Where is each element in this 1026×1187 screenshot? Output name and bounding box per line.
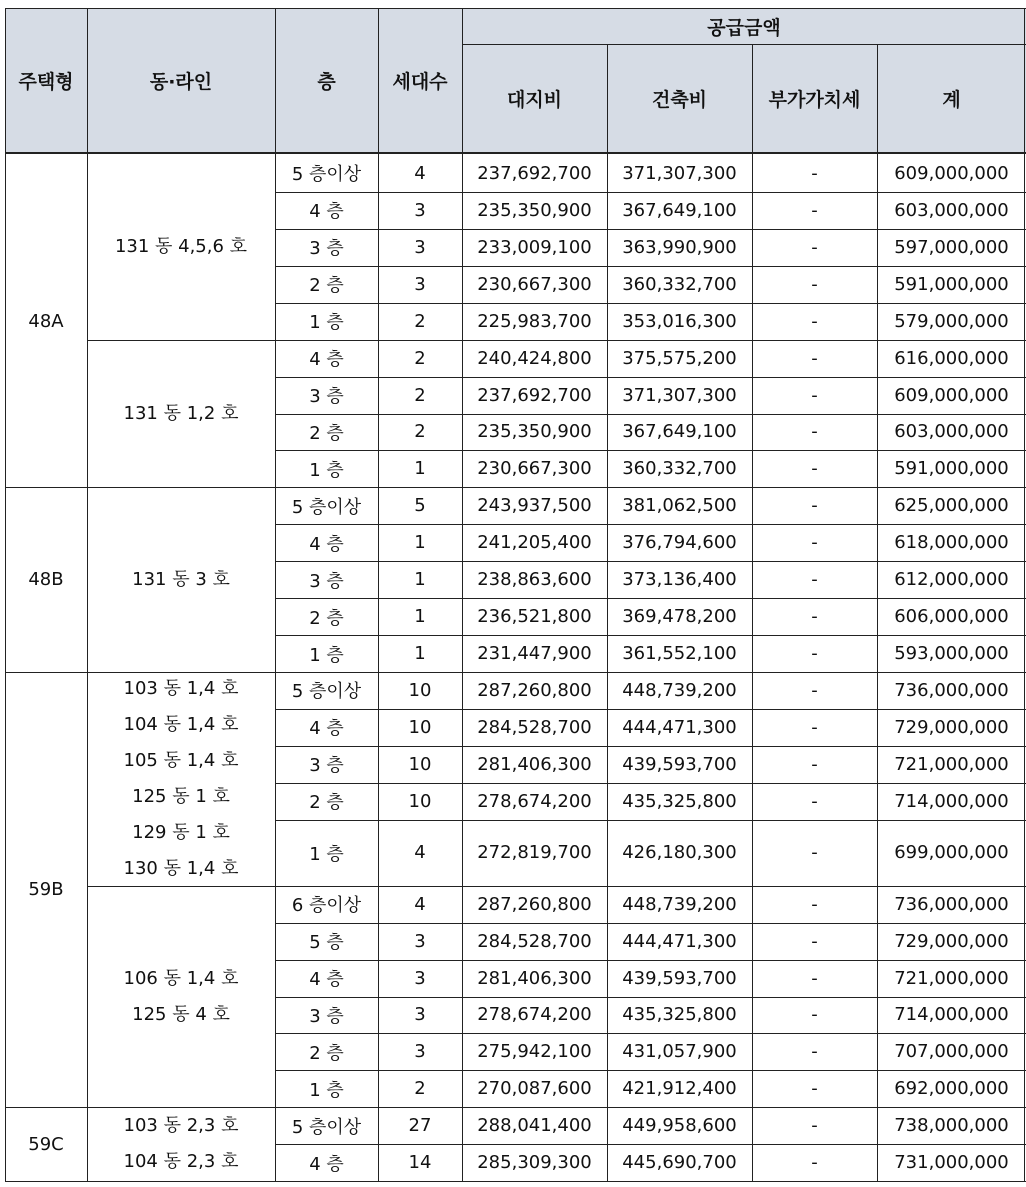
land-cost-cell: 230,667,300 [477,273,592,295]
floor-cell: 5 층이상 [291,496,362,518]
total-cell: 729,000,000 [894,930,1009,952]
households-cell: 3 [414,1004,426,1026]
building-line-text: 130 동 1,4 호 [123,857,239,879]
building-line-text: 131 동 4,5,6 호 [114,236,248,258]
row-divider [275,960,1026,961]
land-cost-cell: 281,406,300 [477,753,592,775]
floor-cell: 5 층이상 [291,1116,362,1138]
households-cell: 14 [408,1152,432,1174]
construction-cost-cell: 435,325,800 [622,790,737,812]
vat-cell: - [811,842,818,864]
households-cell: 2 [414,1078,426,1100]
building-line-text: 104 동 2,3 호 [123,1151,239,1173]
building-line-text: 125 동 1 호 [132,785,230,807]
building-line-text: 125 동 4 호 [132,1003,230,1025]
total-cell: 707,000,000 [894,1041,1009,1063]
row-divider [5,487,1026,488]
households-cell: 2 [414,421,426,443]
total-cell: 714,000,000 [894,1004,1009,1026]
households-cell: 4 [414,842,426,864]
total-cell: 692,000,000 [894,1078,1009,1100]
households-cell: 3 [414,1041,426,1063]
construction-cost-cell: 361,552,100 [622,643,737,665]
construction-cost-cell: 353,016,300 [622,310,737,332]
vat-cell: - [811,716,818,738]
total-cell: 609,000,000 [894,384,1009,406]
floor-cell: 4 층 [309,969,344,991]
land-cost-cell: 285,309,300 [477,1152,592,1174]
vat-cell: - [811,930,818,952]
vat-cell: - [811,458,818,480]
land-cost-cell: 235,350,900 [477,421,592,443]
floor-cell: 1 층 [309,843,344,865]
construction-cost-cell: 369,478,200 [622,606,737,628]
floor-cell: 2 층 [309,275,344,297]
land-cost-cell: 281,406,300 [477,967,592,989]
construction-cost-cell: 445,690,700 [622,1152,737,1174]
header-vat: 부가가치세 [752,44,877,153]
construction-cost-cell: 439,593,700 [622,753,737,775]
header-construction-cost: 건축비 [607,44,752,153]
vat-cell: - [811,162,818,184]
construction-cost-cell: 376,794,600 [622,532,737,554]
construction-cost-cell: 363,990,900 [622,236,737,258]
row-divider [87,340,1026,341]
total-cell: 736,000,000 [894,893,1009,915]
construction-cost-cell: 360,332,700 [622,273,737,295]
land-cost-cell: 284,528,700 [477,930,592,952]
row-divider [275,709,1026,710]
row-divider [275,450,1026,451]
households-cell: 1 [414,532,426,554]
floor-cell: 3 층 [309,1005,344,1027]
land-cost-cell: 288,041,400 [477,1115,592,1137]
construction-cost-cell: 444,471,300 [622,930,737,952]
floor-cell: 2 층 [309,1042,344,1064]
floor-cell: 4 층 [309,349,344,371]
column-divider [5,8,6,1181]
land-cost-cell: 284,528,700 [477,716,592,738]
floor-cell: 4 층 [309,718,344,740]
column-divider [275,8,276,1181]
households-cell: 3 [414,273,426,295]
vat-cell: - [811,893,818,915]
row-divider [275,598,1026,599]
land-cost-cell: 235,350,900 [477,199,592,221]
floor-cell: 3 층 [309,570,344,592]
row-divider [5,1181,1026,1182]
header-households: 세대수 [378,8,462,153]
construction-cost-cell: 448,739,200 [622,893,737,915]
floor-cell: 6 층이상 [291,895,362,917]
building-line-cell [87,340,275,488]
building-line-text: 131 동 1,2 호 [123,402,239,424]
building-line-text: 106 동 1,4 호 [123,967,239,989]
total-cell: 579,000,000 [894,310,1009,332]
construction-cost-cell: 367,649,100 [622,421,737,443]
building-line-text: 104 동 1,4 호 [123,713,239,735]
building-line-text: 103 동 1,4 호 [123,677,239,699]
header-total: 계 [877,44,1026,153]
row-divider [462,44,1026,45]
vat-cell: - [811,569,818,591]
building-line-cell [87,487,275,672]
building-line-cell [87,672,275,886]
row-divider [275,561,1026,562]
row-divider [275,303,1026,304]
construction-cost-cell: 431,057,900 [622,1041,737,1063]
households-cell: 3 [414,236,426,258]
construction-cost-cell: 435,325,800 [622,1004,737,1026]
construction-cost-cell: 367,649,100 [622,199,737,221]
households-cell: 10 [408,790,432,812]
households-cell: 2 [414,384,426,406]
vat-cell: - [811,384,818,406]
households-cell: 10 [408,716,432,738]
row-divider [275,783,1026,784]
type-cell: 59B [28,879,64,901]
land-cost-cell: 278,674,200 [477,1004,592,1026]
row-divider [275,1144,1026,1145]
vat-cell: - [811,967,818,989]
building-line-text: 131 동 3 호 [132,568,230,590]
vat-cell: - [811,1004,818,1026]
construction-cost-cell: 371,307,300 [622,162,737,184]
households-cell: 1 [414,606,426,628]
vat-cell: - [811,495,818,517]
vat-cell: - [811,532,818,554]
vat-cell: - [811,236,818,258]
row-divider [275,1070,1026,1071]
floor-cell: 1 층 [309,312,344,334]
land-cost-cell: 241,205,400 [477,532,592,554]
construction-cost-cell: 360,332,700 [622,458,737,480]
floor-cell: 1 층 [309,459,344,481]
land-cost-cell: 240,424,800 [477,347,592,369]
total-cell: 591,000,000 [894,458,1009,480]
column-divider [752,44,753,1181]
land-cost-cell: 237,692,700 [477,162,592,184]
column-divider [87,8,88,1181]
building-line-text: 105 동 1,4 호 [123,749,239,771]
households-cell: 5 [414,495,426,517]
vat-cell: - [811,199,818,221]
floor-cell: 5 층이상 [291,164,362,186]
land-cost-cell: 225,983,700 [477,310,592,332]
land-cost-cell: 243,937,500 [477,495,592,517]
land-cost-cell: 233,009,100 [477,236,592,258]
row-divider [275,377,1026,378]
total-cell: 736,000,000 [894,679,1009,701]
land-cost-cell: 231,447,900 [477,643,592,665]
row-divider [275,229,1026,230]
households-cell: 10 [408,679,432,701]
floor-cell: 2 층 [309,792,344,814]
floor-cell: 5 층 [309,932,344,954]
column-divider [1024,8,1025,1181]
floor-cell: 4 층 [309,533,344,555]
type-cell: 59C [28,1133,64,1155]
households-cell: 27 [408,1115,432,1137]
floor-cell: 3 층 [309,386,344,408]
floor-cell: 4 층 [309,201,344,223]
construction-cost-cell: 439,593,700 [622,967,737,989]
vat-cell: - [811,1152,818,1174]
header-floor: 층 [275,8,378,153]
vat-cell: - [811,421,818,443]
building-line-text: 129 동 1 호 [132,821,230,843]
type-cell: 48A [28,310,64,332]
land-cost-cell: 287,260,800 [477,893,592,915]
total-cell: 699,000,000 [894,842,1009,864]
households-cell: 1 [414,458,426,480]
floor-cell: 3 층 [309,755,344,777]
construction-cost-cell: 373,136,400 [622,569,737,591]
land-cost-cell: 238,863,600 [477,569,592,591]
land-cost-cell: 237,692,700 [477,384,592,406]
column-divider [462,8,463,1181]
floor-cell: 2 층 [309,422,344,444]
vat-cell: - [811,753,818,775]
row-divider [5,152,1026,154]
vat-cell: - [811,790,818,812]
total-cell: 731,000,000 [894,1152,1009,1174]
row-divider [275,524,1026,525]
households-cell: 2 [414,310,426,332]
floor-cell: 4 층 [309,1153,344,1175]
vat-cell: - [811,1078,818,1100]
land-cost-cell: 272,819,700 [477,842,592,864]
total-cell: 738,000,000 [894,1115,1009,1137]
total-cell: 593,000,000 [894,643,1009,665]
households-cell: 1 [414,569,426,591]
header-land-cost: 대지비 [462,44,607,153]
row-divider [275,746,1026,747]
building-line-text: 103 동 2,3 호 [123,1115,239,1137]
households-cell: 3 [414,199,426,221]
land-cost-cell: 230,667,300 [477,458,592,480]
row-divider [275,266,1026,267]
total-cell: 612,000,000 [894,569,1009,591]
construction-cost-cell: 371,307,300 [622,384,737,406]
row-divider [275,1033,1026,1034]
row-divider [275,997,1026,998]
vat-cell: - [811,273,818,295]
row-divider [5,672,1026,673]
type-cell: 48B [28,569,64,591]
vat-cell: - [811,1041,818,1063]
total-cell: 618,000,000 [894,532,1009,554]
row-divider [275,635,1026,636]
column-divider [877,44,878,1181]
vat-cell: - [811,1115,818,1137]
construction-cost-cell: 449,958,600 [622,1115,737,1137]
total-cell: 609,000,000 [894,162,1009,184]
vat-cell: - [811,347,818,369]
vat-cell: - [811,679,818,701]
households-cell: 3 [414,967,426,989]
floor-cell: 3 층 [309,238,344,260]
row-divider [275,414,1026,415]
total-cell: 591,000,000 [894,273,1009,295]
households-cell: 4 [414,162,426,184]
construction-cost-cell: 448,739,200 [622,679,737,701]
row-divider [275,820,1026,821]
floor-cell: 1 층 [309,1079,344,1101]
building-line-cell [87,1107,275,1181]
land-cost-cell: 236,521,800 [477,606,592,628]
households-cell: 3 [414,930,426,952]
total-cell: 721,000,000 [894,753,1009,775]
floor-cell: 5 층이상 [291,681,362,703]
total-cell: 714,000,000 [894,790,1009,812]
vat-cell: - [811,310,818,332]
building-line-cell [87,886,275,1108]
construction-cost-cell: 375,575,200 [622,347,737,369]
row-divider [5,8,1026,9]
vat-cell: - [811,606,818,628]
households-cell: 1 [414,643,426,665]
total-cell: 721,000,000 [894,967,1009,989]
row-divider [87,886,1026,887]
floor-cell: 1 층 [309,644,344,666]
total-cell: 729,000,000 [894,716,1009,738]
households-cell: 4 [414,893,426,915]
total-cell: 625,000,000 [894,495,1009,517]
construction-cost-cell: 421,912,400 [622,1078,737,1100]
row-divider [275,192,1026,193]
header-supply-amount: 공급금액 [462,8,1026,44]
column-divider [607,44,608,1181]
households-cell: 10 [408,753,432,775]
construction-cost-cell: 444,471,300 [622,716,737,738]
floor-cell: 2 층 [309,607,344,629]
land-cost-cell: 275,942,100 [477,1041,592,1063]
total-cell: 616,000,000 [894,347,1009,369]
total-cell: 606,000,000 [894,606,1009,628]
construction-cost-cell: 426,180,300 [622,842,737,864]
land-cost-cell: 270,087,600 [477,1078,592,1100]
land-cost-cell: 278,674,200 [477,790,592,812]
header-type: 주택형 [5,8,87,153]
building-line-cell [87,155,275,340]
vat-cell: - [811,643,818,665]
total-cell: 603,000,000 [894,199,1009,221]
total-cell: 597,000,000 [894,236,1009,258]
row-divider [275,923,1026,924]
construction-cost-cell: 381,062,500 [622,495,737,517]
column-divider [378,8,379,1181]
row-divider [5,1107,1026,1108]
land-cost-cell: 287,260,800 [477,679,592,701]
total-cell: 603,000,000 [894,421,1009,443]
households-cell: 2 [414,347,426,369]
header-building-line: 동·라인 [87,8,275,153]
